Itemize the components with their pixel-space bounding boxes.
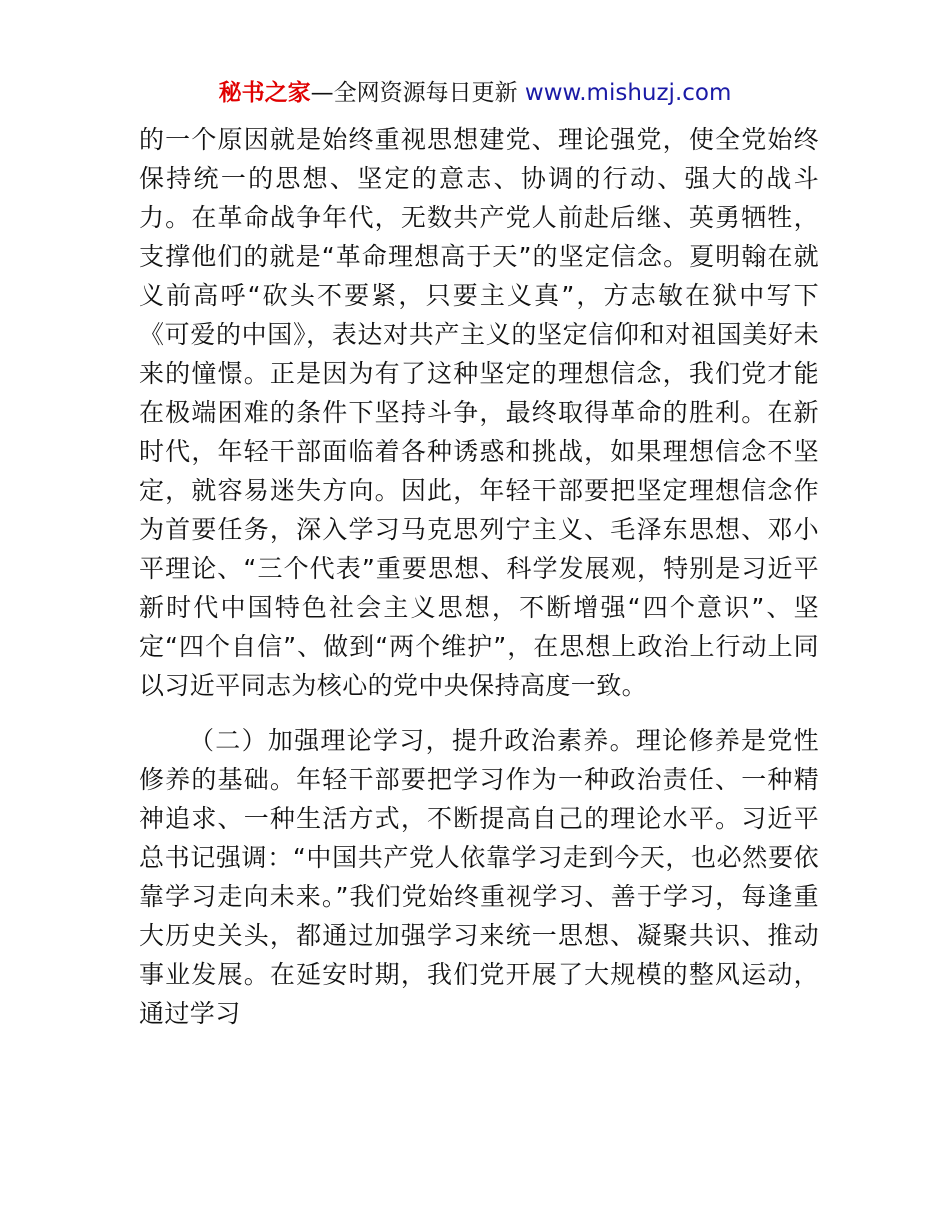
site-brand: 秘书之家 <box>218 80 311 106</box>
site-url-link[interactable]: www.mishuzj.com <box>524 80 732 106</box>
site-header <box>0 78 950 108</box>
site-slogan: —全网资源每日更新 <box>310 80 518 106</box>
body-paragraph-1: 的一个原因就是始终重视思想建党、理论强党，使全党始终保持统一的思想、坚定的意志、协调的行动、强大的战斗力。在革命战争年代，无数共产党人前赴后继、英勇牺牲，支撑他们的就是“革命理想高于天”的坚定信念。夏明翰在就义前高呼“砍头不要紧，只要主义真”，方志敏在狱中写下《可爱的中国》，表达对共产主义的坚定信仰和对祖国美好未来的憧憬。正是因为有了这种坚定的理想信念，我们党才能在极端困难的条件下坚持斗争，最终取得革命的胜利。在新时代，年轻干部面临着各种诱惑和挑战，如果理想信念不坚定，就容易迷失方向。因此，年轻干部要把坚定理想信念作为首要任务，深入学习马克思列宁主义、毛泽东思想、邓小平理论、“三个代表”重要思想、科学发展观，特别是习近平新时代中国特色社会主义思想，不断增强“四个意识”、坚定“四个自信”、做到“两个维护”，在思想上政治上行动上同以习近平同志为核心的党中央保持高度一致。 <box>139 125 819 700</box>
document-body <box>139 120 819 1033</box>
body-paragraph-2: （二）加强理论学习，提升政治素养。理论修养是党性修养的基础。年轻干部要把学习作为一种政治责任、一种精神追求、一种生活方式，不断提高自己的理论水平。习近平总书记强调：“中国共产党人依靠学习走到今天，也必然要依靠学习走向未来。”我们党始终重视学习、善于学习，每逢重大历史关头，都通过加强学习来统一思想、凝聚共识、推动事业发展。在延安时期，我们党开展了大规模的整风运动，通过学习 <box>139 726 819 1028</box>
